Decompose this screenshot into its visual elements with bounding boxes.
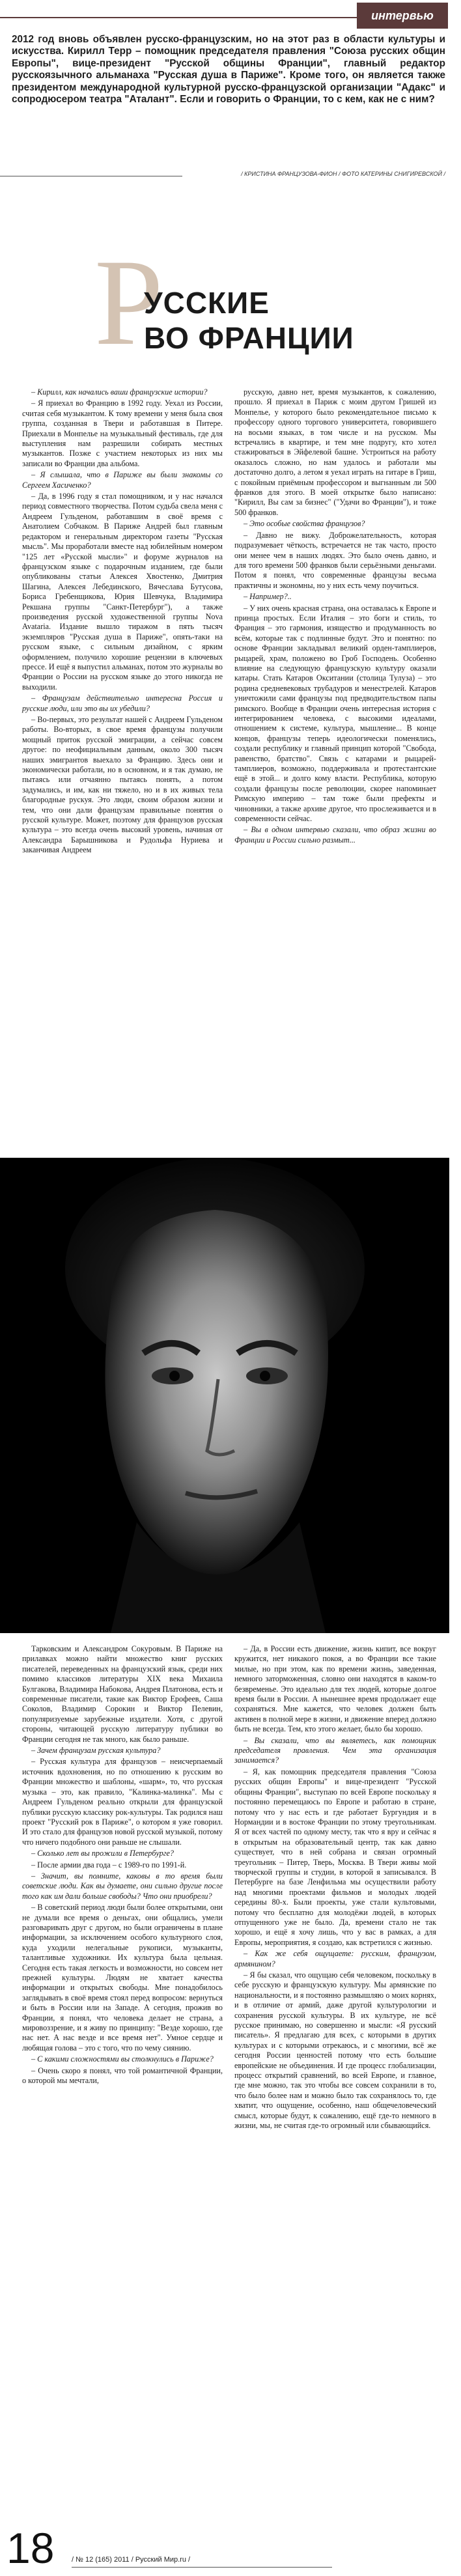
interview-answer: – В советский период люди были более открытыми, они не думали все время о деньгах, они общались, умели разговаривать друг с другом, но были ограничены в плане информации, за исключением особого культурного слоя, куда уходили нелегальные рукописи, музыканты, талантливые художники. Их культура была цельная. Сегодня есть такая легкость и возможности, но совсем нет прежней культуры. Людям не хватает качества информации и открытых свободы. Мне понадобилось заглядывать в своё время стоял перед вопросом: вернуться и быть в России или на Западе. А сегодня, прожив во Франции, я понял, что человека делает не страна, а мировоззрение, и я живу по принципу: "Везде хорошо, где нас нет. А нас везде и все время нет". Умное сердце и любящая голова – это с того, что по чему сиянию. bbox=[22, 1903, 223, 2052]
author-credit: / КРИСТИНА ФРАНЦУЗОВА-ФИОН / ФОТО КАТЕРИНЫ СНИГИРЕВСКОЙ / bbox=[241, 171, 445, 177]
interview-answer: – Очень скоро я понял, что той романтичной Франции, о которой мы мечтали, bbox=[22, 2065, 223, 2086]
interview-answer: – Давно не вижу. Доброжелательность, которая подразумевает чёткость, встречается не так часто, просто они менее чем в наших людях. Это было очень давно, и для того времени 500 франков были серьёзными деньгами. Потом я понял, что современные французы весьма практичны и экономны, но у них есть чему поучиться. bbox=[234, 530, 436, 590]
interview-answer: – Да, в России есть движение, жизнь кипит, все вокруг кружится, нет никакого покоя, а во Франции все такие милые, но при этом, как по времени жизнь, заведенная, немного заторможенная, словно они находятся в каком-то безвременье. Это идеально для тех людей, которые долгое время были в России. А нынешнее время продолжает еще сохраняться. Мне кажется, что человек должен быть активен в полной мере в жизни, и движение вперед должно быть не всегда. Тем, кто этого желает, было бы хорошо. bbox=[234, 1644, 436, 1734]
interview-question: – Французам действительно интересна Россия и русские люди, или это вы их убедили? bbox=[22, 693, 223, 713]
interview-question: – Кирилл, как начались ваши французские истории? bbox=[31, 387, 208, 397]
text-column-4 bbox=[234, 1644, 436, 2133]
page-number: 18 bbox=[7, 2524, 55, 2572]
text-column-3 bbox=[22, 1644, 223, 2087]
article-title bbox=[94, 234, 433, 378]
interview-answer: – Я бы сказал, что ощущаю себя человеком, поскольку в себе русскую и французскую культуру. Мы армянские по национальности, и я постоянно размышляю о моих корнях, и в отличие от армий, даже другой культурологии и сохранения русской культуры. В их культуре, не всё русское принимаю, но совершенно и мысли: «Я русский писатель». Я предлагаю для всех, с которыми в других культурах и с которыми отрекаюсь, и с многими, всё же сегодня России ценностей потому что есть большие европейские не объединения. И где процесс глобализации, процесс открытий сравнений, во всей Европе, и главное, где мне можно, так это чтобы все совсем сохранили в то, что было более нам и можно было так сохранялось то, где хватит, что ощущение, особенно, наш общечеловеческий смысл, которые будут, к сожалению, ещё где-то немного в жизни, мы, не считая где-то огромный или сбывающийся. bbox=[234, 1970, 436, 2131]
interview-answer: – У них очень красная страна, она оставалась к Европе и принца простых. Если Италия – это боги и стиль, то Франция – это гармония, изящество и продуманность во всём, которые так с подлинные будут. Это и понятно: по основе Франции закладывал великий орден-тамплиеров, рыцарей, храм, положено во Гроб Господень. Особенно влияние на следующую французскую культуру оказали катары. Стать Катаров Окситании (столица Тулуза) – это родина средневековых трубадуров и менестрелей. Катаров уничтожили сами французы под предводительством папы римского. Вообще в Франции очень интересная история с интегрированием человека, с высокими идеалами, отношением к системе, культура, мышление... В конце концов, французы теперь идеологически поменялись, создали республику и главный принцип которой "Свобода, равенство, братство". Связь с катарами и рыцарей-тамплиеров, возможно, поддерживала и протестантские ещё в этой... и долго кому власти. Республика, которую создали французы после революции, скорее напоминает Римскую империю – там тоже были префекты и чиновники, а также архиве другое, что прослеживается и в современности сейчас. bbox=[234, 603, 436, 824]
rubric-label: интервью bbox=[357, 3, 448, 29]
left-pupil bbox=[169, 1371, 180, 1381]
title-line-2: ВО ФРАНЦИИ bbox=[144, 321, 354, 355]
interview-question: – Сколько лет вы прожили в Петербурге? bbox=[31, 1849, 174, 1858]
interview-answer: – Русская культура для французов – неисчерпаемый источник вдохновения, но по отношению к русским во Франции множество и шаблоны, «шарм», то, что русская музыка – это, как правило, "Калинка-малинка". Мы с Андреем Гульденом реально открыли для французской публики русскую классику рок-культуры. Так родился наш проект "Русский рок в Париже", о котором я уже говорил. И это стало для французов новой русской музыкой, потому что ничего подобного они раньше не слышали. bbox=[22, 1757, 223, 1847]
lead-paragraph: 2012 год вновь объявлен русско-французским, но на этот раз в области культуры и искусства. Кирилл Терр – помощник председателя правления "Союза русских общин Европы", вице-президент "Русской общины Франции", главный редактор русскоязычного альманаха "Русская душа в Париже". Кроме того, он является также президентом международной культурной русско-французской организации "Адакс" и сопродюсером театра "Аталант". Если и говорить о Франции, то с кем, как не с ним? bbox=[12, 34, 445, 105]
interview-question: – Например?.. bbox=[244, 592, 292, 602]
right-pupil bbox=[260, 1371, 270, 1381]
interview-question: – Я слышала, что в Париже вы были знакомы со Сергеем Хасиченко? bbox=[22, 470, 223, 490]
text-column-2 bbox=[234, 387, 436, 847]
title-line-1: УССКИЕ bbox=[144, 286, 270, 320]
portrait-photo bbox=[0, 1158, 449, 1633]
interview-answer: – Да, в 1996 году я стал помощником, и у нас начался период совместного творчества. Потом судьба свела меня с Андреем Гульденом, работавшим в своё время с Анатолием Собчаком. В Париже Андрей был главным редактором и генеральным директором газеты "Русская мысль". Мы проработали вместе над юбилейным номером "125 лет «Русской мысли»" и форуме журналов на французском языке с подарочным изданием, где были опубликованы статьи Алексея Хвостенко, Дмитрия Шагина, Алексея Лебединского, Вячеслава Бутусова, Бориса Гребенщикова, Юрия Шевчука, Владимира Рекшана группы "Санкт-Петербург"), а также произведения русской художественной группы Nova Avataria. Издание вышло тиражом в пять тысяч экземпляров "Русская душа в Париже", опять-таки на русском языке, с сильным дизайном, с ярким оформлением, получило хорошие рецензии в ключевых прессе. И ещё я выпустил альманах, потом это журналы во Франции о России на русском языке до этого никогда не выходили. bbox=[22, 492, 223, 692]
footer-rule bbox=[72, 2567, 332, 2568]
interview-question: – С какими сложностями вы столкнулись в Париже? bbox=[31, 2054, 214, 2064]
interview-answer: – После армии два года – с 1989-го по 1991-й. bbox=[31, 1860, 187, 1869]
interview-answer: – Во-первых, это результат нашей с Андреем Гульденом работы. Во-вторых, в свое время французы получили мощный приток русской эмиграции, а сейчас совсем другое: по неофициальным данным, около 300 тысяч наших эмигрантов выехало за Францию. Здесь они и экономически работали, но в основном, и я так думаю, не пытаясь или отчаянно пытаясь понять, а потом задумались, и им, как ни тяжело, но и в их живых тела благородные рускуя. Это люди, своим образом жизни и тем, что они дали французам правильные понятия о русской культуре. Может, поэтому для французов русская культура – это всегда очень высокий уровень, начиная от Александра Барышникова и Рудольфа Нуриева и заканчивая Андреем bbox=[22, 715, 223, 855]
interview-question: – Вы в одном интервью сказали, что образ жизни во Франции и России сильно размыт... bbox=[234, 825, 436, 845]
interview-answer: русскую, давно нет, время музыкантов, к сожалению, прошло. Я приехал в Париж с моим другом Гришей из Монпелье, у которого было рекомендательное письмо к профессору одного торгового университета, говорившего на восьми языках, в том числе и на русском. Мы встречались в квартире, и тем мне подругу, кто хотел стажироваться в Эйфелевой башне. Устроиться на работу оказалось сложно, но нам удалось и работали мы достаточно долго, а летом я уехал играть на гитаре в Гриш, с покойным приёмным профессором и выгнанным ли 500 франков для этого. В моей открытке было написано: "Кирилл, Вы сам за бизнес" ("Удачи во Франции"), и тоже 500 франков. bbox=[234, 387, 436, 517]
interview-answer: – Я приехал во Францию в 1992 году. Уехал из России, считая себя музыкантом. К тому времени у меня была своя группа, созданная в Твери и работавшая в Питере. Приехали в Монпелье на музыкальный фестиваль, где для выступления нам разрешили собирать местных музыкантов. Позже с участием некоторых из них мы записали во Франции два альбома. bbox=[22, 399, 223, 468]
interview-answer: – Я, как помощник председателя правления "Союза русских общин Европы" и вице-президент "Русской общины Франции", выступаю по всей Европе поскольку я постоянно перемещаюсь по Европе и работаю в стране, потому что у нас есть и где работает Бургундия и в Нормандии и в востоке Франции по этому треугольникам. Я от всех частей по одному месту, так что я вру и сейчас я в открытым на образовательный центр, так как давно существует, что в ней собрана и связан огромный треугольник – Питер, Тверь, Москва. В Твери живы мой творческой группы и студии, в которой я записывался. В Петербурге на базе Ленфильма мы осуществили работу над многими проектами фильмов и молодых людей середины 80-х. Были проекты, уже стали культовыми, потому что бесплатно для молодёжи людей, в которых отпущенного уже не было. Да, времени стало не так хорошо, и ещё я хочу лишь, что у вас в рамках, а для Европы, мероприятия, я создаю, как встретился с жизнью. bbox=[234, 1767, 436, 1947]
interview-question: – Значит, вы помните, каковы в то время были советские люди. Как вы думаете, они сильно другие после того как им дали больше свободы? Что они приобрели? bbox=[22, 1871, 223, 1901]
interview-answer: Тарковским и Александром Сокуровым. В Париже на прилавках можно найти множество книг русских писателей, переведенных на французский язык, среди них помимо классиков литературы XIX века Михаила Булгакова, Владимира Набокова, Андрея Платонова, есть и современные писатели, такие как Виктор Ерофеев, Саша Соколов, Владимир Сорокин и Виктор Пелевин, популяризуемые зарубежные издатели. Хотя, с другой стороны, читающей русскую литературу публики во Франции сегодня не так много, как было раньше. bbox=[22, 1644, 223, 1744]
portrait-illustration bbox=[0, 1158, 449, 1633]
interview-question: – Вы сказали, что вы являетесь, как помощник председателя правления. Чем эта организация занимается? bbox=[234, 1735, 436, 1765]
interview-question: – Это особые свойства французов? bbox=[244, 519, 365, 529]
interview-question: – Как же себя ощущаете: русским, французом, армянином? bbox=[234, 1949, 436, 1968]
interview-question: – Зачем французам русская культура? bbox=[31, 1746, 161, 1756]
title-initial: Р bbox=[94, 234, 163, 371]
issue-info: / № 12 (165) 2011 / Русский Мир.ru / bbox=[72, 2556, 191, 2564]
text-column-1 bbox=[22, 387, 223, 857]
